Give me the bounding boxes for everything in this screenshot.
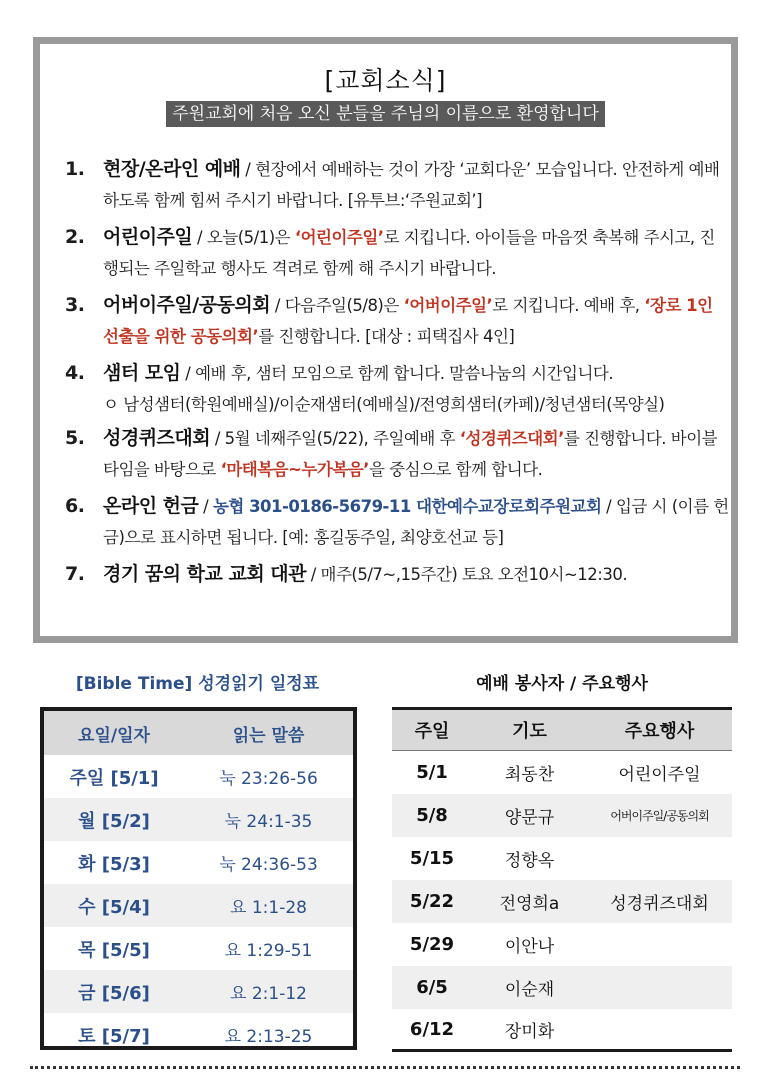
prayer-cell: 이안나 xyxy=(504,937,555,957)
news-item-number: 4. xyxy=(65,362,85,384)
column-header: 요일/일자 xyxy=(78,725,150,746)
table-row xyxy=(392,966,732,1009)
event-cell: 어버이주일/공동의회 xyxy=(610,809,709,823)
service-table-title: 예배 봉사자 / 주요행사 xyxy=(476,674,648,694)
event-cell: 어린이주일 xyxy=(618,765,701,785)
table-row xyxy=(392,880,732,923)
bible-schedule-table xyxy=(40,707,357,1050)
table-header xyxy=(44,711,353,755)
news-item-number: 3. xyxy=(65,294,85,316)
news-item-heading: 경기 꿈의 학교 교회 대관 xyxy=(103,563,306,585)
news-item-heading: 현장/온라인 예배 xyxy=(103,158,241,180)
news-item-highlight: ‘어린이주일’ xyxy=(294,228,384,247)
table-row xyxy=(392,837,732,880)
bank-account: 농협 301-0186-5679-11 대한예수교장로회주원교회 xyxy=(212,497,602,516)
news-item-body: / xyxy=(198,497,213,516)
news-item-body: 로 지킵니다. 아이들을 마음껏 축복해 주시고, 진행되는 주일학교 행사도 격려로 함께 해 주시기 바랍니다. xyxy=(103,228,715,278)
news-item-number: 7. xyxy=(65,563,85,585)
table-row xyxy=(44,970,353,1013)
news-item-4 xyxy=(65,358,730,420)
news-item-body: 로 지킵니다. 예배 후, xyxy=(492,296,645,315)
prayer-cell: 양문규 xyxy=(504,808,555,828)
event-cell xyxy=(587,966,732,1009)
news-item-body: / 현장에서 예배하는 것이 가장 ‘교회다운’ 모습입니다. 안전하게 예배하도록 함께 힘써 주시기 바랍니다. [유투브:‘주원교회’] xyxy=(103,160,720,210)
day-cell: 월 [5/2] xyxy=(78,810,150,832)
table-row xyxy=(392,794,732,837)
news-item-number: 2. xyxy=(65,226,85,248)
news-subtitle: 주원교회에 처음 오신 분들을 주님의 이름으로 환영합니다 xyxy=(166,101,605,127)
prayer-cell: 전영희a xyxy=(499,894,560,914)
sunday-cell: 5/29 xyxy=(409,934,455,955)
news-item-1 xyxy=(65,154,730,216)
table-row xyxy=(392,1009,732,1052)
news-item-5 xyxy=(65,423,730,485)
news-title: [교회소식] xyxy=(324,66,447,95)
table-header xyxy=(392,707,732,751)
news-item-heading: 온라인 헌금 xyxy=(103,495,199,517)
news-item-highlight: ‘성경퀴즈대회’ xyxy=(459,429,564,448)
service-table xyxy=(392,707,732,1052)
news-item-heading: 샘터 모임 xyxy=(103,362,181,384)
news-item-body: / 다음주일(5/8)은 xyxy=(270,296,404,315)
prayer-cell: 장미화 xyxy=(504,1021,555,1042)
prayer-cell: 이순재 xyxy=(504,980,555,1000)
news-item-heading: 어버이주일/공동의회 xyxy=(103,294,271,316)
event-cell: 성경퀴즈대회 xyxy=(610,894,709,914)
table-row xyxy=(44,884,353,927)
passage-cell: 눅 24:1-35 xyxy=(224,812,313,832)
sunday-cell: 5/1 xyxy=(416,762,448,783)
bible-time-title: [Bible Time] 성경읽기 일정표 xyxy=(75,674,320,694)
news-item-heading: 성경퀴즈대회 xyxy=(103,427,211,449)
sunday-cell: 5/22 xyxy=(409,891,455,912)
sunday-cell: 5/8 xyxy=(416,805,448,826)
passage-cell: 요 1:1-28 xyxy=(230,898,307,918)
event-cell xyxy=(587,923,732,966)
news-item-body: 을 중심으로 함께 합니다. xyxy=(368,460,543,479)
news-item-heading: 어린이주일 xyxy=(103,226,193,248)
table-row xyxy=(392,923,732,966)
day-cell: 토 [5/7] xyxy=(78,1025,150,1047)
event-cell xyxy=(587,1009,732,1049)
news-list xyxy=(65,154,730,596)
column-header: 기도 xyxy=(512,721,547,742)
news-item-body: / 입금 시 (이름 헌금)으로 표시하면 됩니다. [예: 홍길동주일, 최양호선교 등] xyxy=(103,497,729,547)
sunday-cell: 5/15 xyxy=(409,848,455,869)
table-row xyxy=(44,1013,353,1056)
column-header: 주일 xyxy=(414,721,450,742)
news-item-number: 5. xyxy=(65,427,85,449)
news-item-body: / 오늘(5/1)은 xyxy=(192,228,295,247)
news-item-body: / 5월 네째주일(5/22), 주일예배 후 xyxy=(210,429,460,448)
day-cell: 수 [5/4] xyxy=(78,896,150,918)
news-item-3 xyxy=(65,290,730,352)
news-item-body: / 매주(5/7~,15주간) 토요 오전10시~12:30. xyxy=(306,565,628,584)
bottom-divider xyxy=(30,1066,740,1069)
news-item-7 xyxy=(65,559,730,590)
table-row xyxy=(44,841,353,884)
table-row xyxy=(44,927,353,970)
passage-cell: 요 2:13-25 xyxy=(224,1027,313,1047)
church-news-box xyxy=(33,37,738,643)
day-cell: 금 [5/6] xyxy=(78,982,150,1004)
day-cell: 화 [5/3] xyxy=(78,853,150,875)
news-item-body: 를 진행합니다. 바이블타임을 바탕으로 xyxy=(103,429,718,479)
passage-cell: 요 1:29-51 xyxy=(224,941,313,961)
news-item-highlight: ‘장로 1인 선출을 위한 공동의회’ xyxy=(103,296,713,346)
column-header: 주요행사 xyxy=(624,721,695,742)
news-item-subline: ㅇ 남성샘터(학원예배실)/이순재샘터(예배실)/전영희샘터(카페)/청년샘터(목양실) xyxy=(103,395,665,414)
passage-cell: 눅 23:26-56 xyxy=(219,769,318,789)
news-item-body: 를 진행합니다. [대상 : 피택집사 4인] xyxy=(258,327,515,346)
sunday-cell: 6/5 xyxy=(416,977,448,998)
table-row xyxy=(392,751,732,794)
passage-cell: 요 2:1-12 xyxy=(230,984,307,1004)
news-item-body: / 예배 후, 샘터 모임으로 함께 합니다. 말씀나눔의 시간입니다. xyxy=(180,364,614,383)
prayer-cell: 최동찬 xyxy=(504,765,555,785)
prayer-cell: 정향옥 xyxy=(504,851,555,871)
event-cell xyxy=(587,837,732,880)
news-item-2 xyxy=(65,222,730,284)
column-header: 읽는 말씀 xyxy=(232,725,305,746)
day-cell: 목 [5/5] xyxy=(78,939,150,961)
news-item-6 xyxy=(65,491,730,553)
table-row xyxy=(44,755,353,798)
news-item-highlight: ‘어버이주일’ xyxy=(403,296,493,315)
news-item-number: 1. xyxy=(65,158,85,180)
sunday-cell: 6/12 xyxy=(409,1018,455,1040)
passage-cell: 눅 24:36-53 xyxy=(219,855,318,875)
news-item-highlight: ‘마태복음~누가복음’ xyxy=(220,460,369,479)
day-cell: 주일 [5/1] xyxy=(69,767,159,789)
news-item-number: 6. xyxy=(65,495,85,517)
table-row xyxy=(44,798,353,841)
